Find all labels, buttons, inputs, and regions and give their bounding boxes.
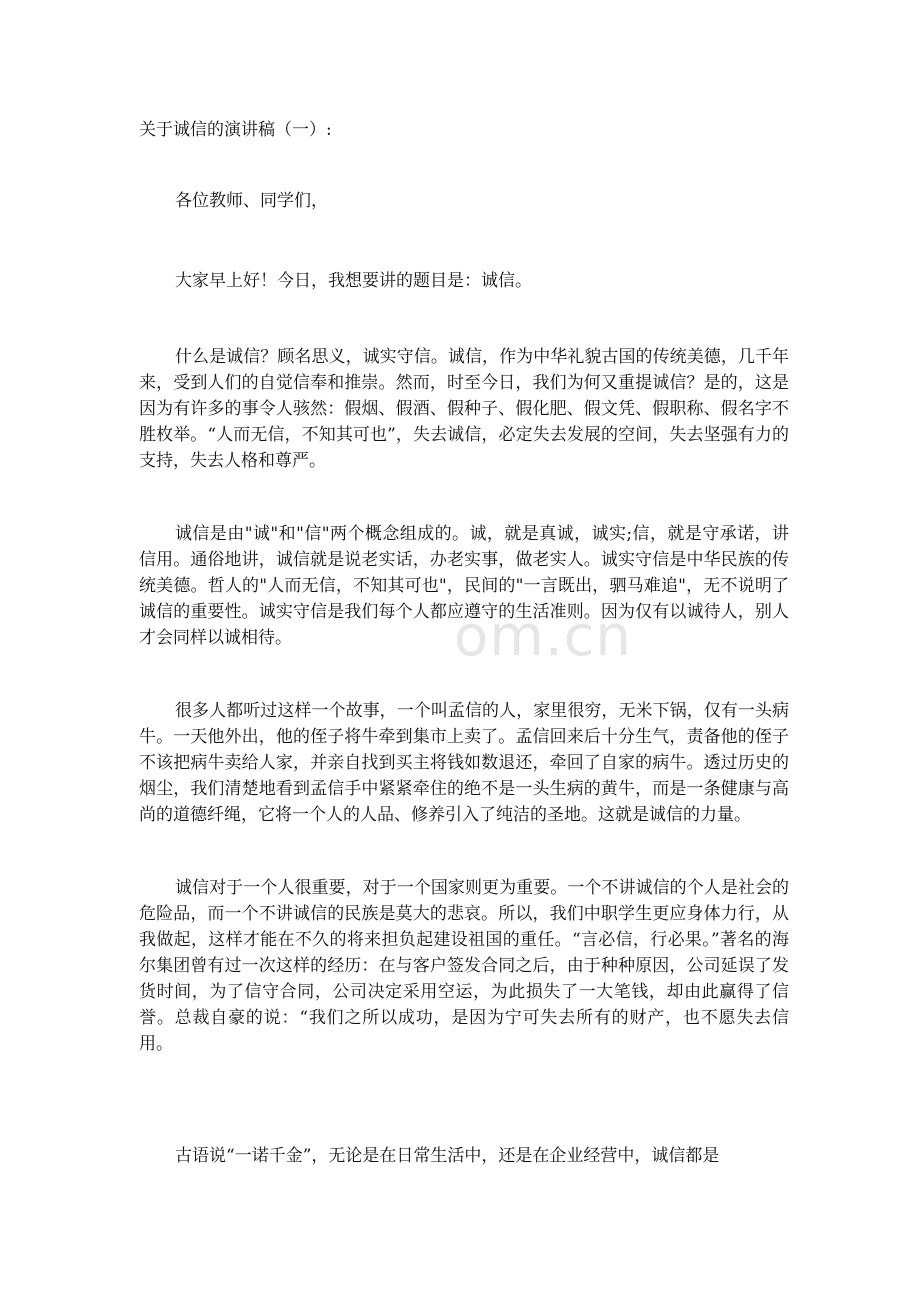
paragraph-topic: 大家早上好！今日，我想要讲的题目是：诚信。 [175,271,532,291]
paragraph-what-is-integrity: 什么是诚信？顾名思义，诚实守信。诚信，作为中华礼貌古国的传统美德，几千年来，受到人们的自觉信奉和推崇。然而，时至今日，我们为何又重提诚信？是的，这是因为有许多的事令人骇然：假烟、假酒、假种子、假化肥、假文凭、假职称、假名字不胜枚举。“人而无信，不知其可也”，失去诚信，必定失去发展的空间，失去坚强有力的支持，失去人格和尊严。 [139,347,789,471]
paragraph-proverb: 古语说“一诺千金”，无论是在日常生活中，还是在企业经营中，诚信都是 [175,1146,720,1166]
document-title: 关于诚信的演讲稿（一）: [139,120,332,140]
paragraph-greeting: 各位教师、同学们， [175,191,328,211]
watermark: om.cn [454,604,632,669]
paragraph-importance: 诚信对于一个人很重要，对于一个国家则更为重要。一个不讲诚信的个人是社会的危险品，而一个不讲诚信的民族是莫大的悲哀。所以，我们中职学生更应身体力行，从我做起，这样才能在不久的将来担负起建设祖国的重任。“言必信，行必果。”著名的海尔集团曾有过一次这样的经历：在与客户签发合同之后，由于种种原因，公司延误了发货时间，为了信守合同，公司决定采用空运，为此损失了一大笔钱，却由此赢得了信誉。总裁自豪的说：“我们之所以成功，是因为宁可失去所有的财产，也不愿失去信用。 [139,878,789,1054]
paragraph-definition: 诚信是由"诚"和"信"两个概念组成的。诚，就是真诚，诚实;信，就是守承诺，讲信用。通俗地讲，诚信就是说老实话，办老实事，做老实人。诚实守信是中华民族的传统美德。哲人的"人而无信，不知其可也"，民间的"一言既出，驷马难追"，无不说明了诚信的重要性。诚实守信是我们每个人都应遵守的生活准则。因为仅有以诚待人，别人才会同样以诚相待。 [139,524,789,648]
paragraph-story: 很多人都听过这样一个故事，一个叫孟信的人，家里很穷，无米下锅，仅有一头病牛。一天他外出，他的侄子将牛牵到集市上卖了。孟信回来后十分生气，责备他的侄子不该把病牛卖给人家，并亲自找到买主将钱如数退还，牵回了自家的病牛。透过历史的烟尘，我们清楚地看到孟信手中紧紧牵住的绝不是一头生病的黄牛，而是一条健康与高尚的道德纤绳，它将一个人的人品、修养引入了纯洁的圣地。这就是诚信的力量。 [139,701,789,825]
